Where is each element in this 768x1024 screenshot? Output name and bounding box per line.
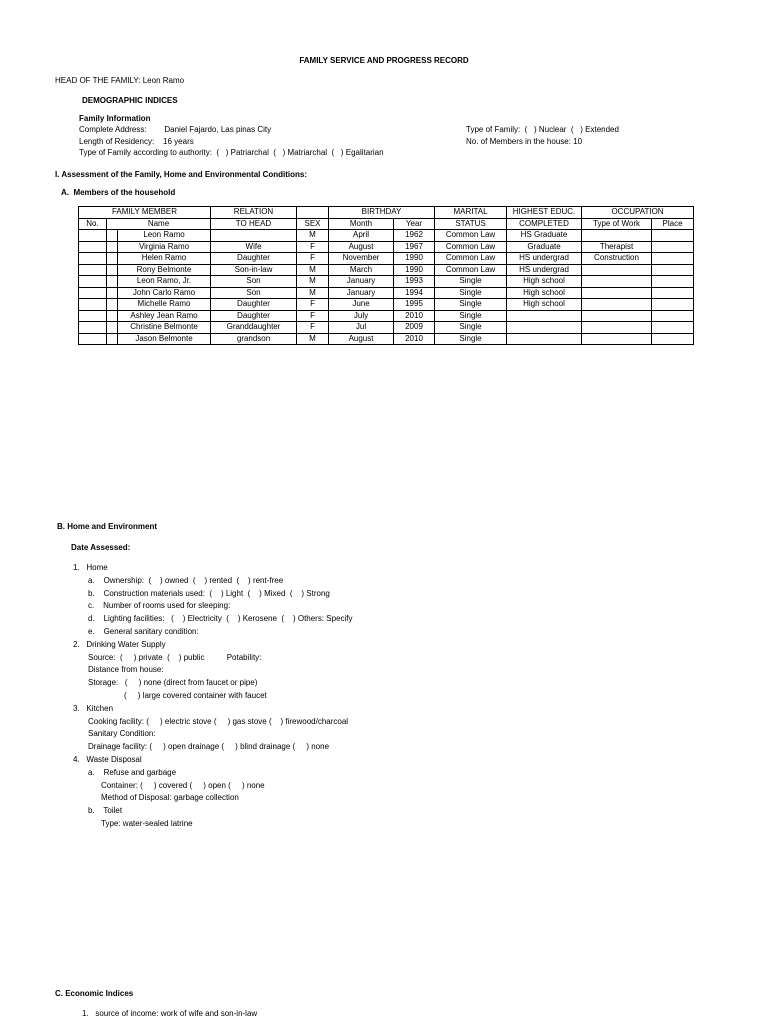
members-in-house: No. of Members in the house: 10 bbox=[466, 137, 583, 146]
table-row bbox=[79, 253, 694, 265]
assessment-heading: I. Assessment of the Family, Home and Environmental Conditions: bbox=[55, 170, 308, 179]
home-env-line: d. Lighting facilities: ( ) Electricity ( ) Kerosene ( ) Others: Specify bbox=[88, 614, 353, 624]
header-year: Year bbox=[394, 218, 435, 230]
cell-place bbox=[652, 253, 694, 265]
cell-place bbox=[652, 276, 694, 288]
table-row bbox=[79, 299, 694, 311]
cell-name: Leon Ramo, Jr. bbox=[118, 276, 211, 288]
table-row bbox=[79, 322, 694, 334]
cell-month: August bbox=[329, 241, 394, 253]
cell-blank bbox=[107, 241, 118, 253]
household-members-table bbox=[78, 206, 694, 345]
cell-blank bbox=[107, 287, 118, 299]
cell-relation: Wife bbox=[211, 241, 297, 253]
cell-relation: Son bbox=[211, 287, 297, 299]
cell-status: Single bbox=[435, 310, 507, 322]
cell-blank bbox=[107, 230, 118, 242]
header-place: Place bbox=[652, 218, 694, 230]
cell-no bbox=[79, 276, 107, 288]
home-env-line: Method of Disposal: garbage collection bbox=[101, 793, 239, 803]
type-of-family-authority: Type of Family according to authority: ( ) Patriarchal ( ) Matriarchal ( ) Egalitarian bbox=[79, 148, 384, 157]
cell-place bbox=[652, 287, 694, 299]
cell-status: Common Law bbox=[435, 241, 507, 253]
cell-work bbox=[582, 322, 652, 334]
cell-month: July bbox=[329, 310, 394, 322]
header-sex-blank bbox=[297, 207, 329, 219]
date-assessed-label: Date Assessed: bbox=[71, 543, 131, 552]
cell-status: Single bbox=[435, 276, 507, 288]
home-env-line: Distance from house: bbox=[88, 665, 164, 675]
cell-month: January bbox=[329, 287, 394, 299]
document-title: FAMILY SERVICE AND PROGRESS RECORD bbox=[299, 56, 469, 65]
header-to-head: TO HEAD bbox=[211, 218, 297, 230]
cell-year: 2009 bbox=[394, 322, 435, 334]
cell-work bbox=[582, 310, 652, 322]
cell-place bbox=[652, 241, 694, 253]
cell-no bbox=[79, 264, 107, 276]
cell-sex: F bbox=[297, 322, 329, 334]
table-row bbox=[79, 287, 694, 299]
cell-status: Single bbox=[435, 287, 507, 299]
cell-year: 1990 bbox=[394, 253, 435, 265]
home-env-line: a. Ownership: ( ) owned ( ) rented ( ) rent-free bbox=[88, 575, 284, 585]
home-env-line: b. Construction materials used: ( ) Light ( ) Mixed ( ) Strong bbox=[88, 588, 330, 598]
cell-status: Single bbox=[435, 333, 507, 345]
cell-year: 2010 bbox=[394, 333, 435, 345]
home-environment-heading: B. Home and Environment bbox=[57, 522, 158, 531]
home-env-line: 1. Home bbox=[73, 563, 108, 572]
cell-work bbox=[582, 276, 652, 288]
cell-no bbox=[79, 253, 107, 265]
cell-name: Virginia Ramo bbox=[118, 241, 211, 253]
cell-blank bbox=[107, 253, 118, 265]
cell-month: Jul bbox=[329, 322, 394, 334]
cell-place bbox=[652, 322, 694, 334]
cell-name: Christine Belmonte bbox=[118, 322, 211, 334]
cell-no bbox=[79, 333, 107, 345]
home-env-line: 3. Kitchen bbox=[73, 703, 114, 713]
cell-name: John Carlo Ramo bbox=[118, 287, 211, 299]
demographic-indices-heading: DEMOGRAPHIC INDICES bbox=[82, 96, 178, 105]
table-header-row-1 bbox=[79, 207, 694, 219]
header-birthday: BIRTHDAY bbox=[329, 207, 435, 219]
cell-place bbox=[652, 299, 694, 311]
cell-sex: M bbox=[297, 333, 329, 345]
home-env-line: Source: ( ) private ( ) public Potability: bbox=[88, 652, 262, 662]
members-household-heading: A. Members of the household bbox=[61, 188, 176, 197]
cell-relation: Granddaughter bbox=[211, 322, 297, 334]
cell-relation: Daughter bbox=[211, 253, 297, 265]
table-row bbox=[79, 333, 694, 345]
economic-item-1: 1. source of income: work of wife and son-in-law bbox=[82, 1009, 258, 1018]
home-env-line: Drainage facility: ( ) open drainage ( ) blind drainage ( ) none bbox=[88, 742, 330, 752]
home-env-line: ( ) large covered container with faucet bbox=[124, 691, 267, 700]
economic-indices-heading: C. Economic Indices bbox=[55, 989, 134, 998]
header-month: Month bbox=[329, 218, 394, 230]
cell-no bbox=[79, 322, 107, 334]
cell-place bbox=[652, 310, 694, 322]
cell-educ bbox=[507, 333, 582, 345]
table-header-row-2 bbox=[79, 218, 694, 230]
cell-educ: High school bbox=[507, 287, 582, 299]
cell-name: Helen Ramo bbox=[118, 253, 211, 265]
cell-year: 1995 bbox=[394, 299, 435, 311]
length-of-residency: Length of Residency: 16 years bbox=[79, 137, 194, 146]
header-type-of-work: Type of Work bbox=[582, 218, 652, 230]
header-status: STATUS bbox=[435, 218, 507, 230]
cell-name: Leon Ramo bbox=[118, 230, 211, 242]
home-env-line: Type: water-sealed latrine bbox=[101, 819, 193, 828]
cell-work: Therapist bbox=[582, 241, 652, 253]
cell-sex: F bbox=[297, 253, 329, 265]
cell-place bbox=[652, 333, 694, 345]
cell-year: 2010 bbox=[394, 310, 435, 322]
cell-work bbox=[582, 299, 652, 311]
table-row bbox=[79, 264, 694, 276]
table-row bbox=[79, 230, 694, 242]
family-information-heading: Family Information bbox=[79, 114, 151, 123]
cell-sex: F bbox=[297, 310, 329, 322]
cell-relation: Son-in-law bbox=[211, 264, 297, 276]
cell-status: Single bbox=[435, 299, 507, 311]
cell-status: Common Law bbox=[435, 264, 507, 276]
cell-educ: HS undergrad bbox=[507, 264, 582, 276]
cell-no bbox=[79, 310, 107, 322]
cell-status: Common Law bbox=[435, 253, 507, 265]
cell-place bbox=[652, 230, 694, 242]
home-env-line: a. Refuse and garbage bbox=[88, 767, 177, 777]
cell-no bbox=[79, 299, 107, 311]
cell-educ: HS Graduate bbox=[507, 230, 582, 242]
complete-address: Complete Address: Daniel Fajardo, Las pinas City bbox=[79, 125, 272, 134]
cell-sex: M bbox=[297, 276, 329, 288]
header-sex: SEX bbox=[297, 218, 329, 230]
home-env-line: c. Number of rooms used for sleeping: bbox=[88, 601, 231, 611]
home-env-line: Cooking facility: ( ) electric stove ( ) gas stove ( ) firewood/charcoal bbox=[88, 716, 349, 726]
cell-month: August bbox=[329, 333, 394, 345]
cell-educ bbox=[507, 322, 582, 334]
header-name: Name bbox=[107, 218, 211, 230]
cell-name: Ashley Jean Ramo bbox=[118, 310, 211, 322]
cell-status: Common Law bbox=[435, 230, 507, 242]
cell-blank bbox=[107, 322, 118, 334]
cell-relation bbox=[211, 230, 297, 242]
cell-relation: Daughter bbox=[211, 310, 297, 322]
header-family-member: FAMILY MEMBER bbox=[79, 207, 211, 219]
cell-no bbox=[79, 230, 107, 242]
cell-blank bbox=[107, 310, 118, 322]
cell-status: Single bbox=[435, 322, 507, 334]
cell-sex: F bbox=[297, 299, 329, 311]
table-row bbox=[79, 241, 694, 253]
home-env-line: 4. Waste Disposal bbox=[73, 755, 142, 764]
cell-educ: Graduate bbox=[507, 241, 582, 253]
cell-educ: High school bbox=[507, 299, 582, 311]
cell-educ: HS undergrad bbox=[507, 253, 582, 265]
home-env-line: Sanitary Condition: bbox=[88, 729, 156, 739]
table-row bbox=[79, 310, 694, 322]
cell-work bbox=[582, 333, 652, 345]
cell-educ bbox=[507, 310, 582, 322]
cell-work: Construction bbox=[582, 253, 652, 265]
cell-sex: M bbox=[297, 230, 329, 242]
header-marital: MARITAL bbox=[435, 207, 507, 219]
cell-year: 1994 bbox=[394, 287, 435, 299]
cell-no bbox=[79, 287, 107, 299]
cell-blank bbox=[107, 276, 118, 288]
home-env-line: e. General sanitary condition: bbox=[88, 627, 199, 636]
cell-year: 1993 bbox=[394, 276, 435, 288]
cell-blank bbox=[107, 264, 118, 276]
header-educ: HIGHEST EDUC. bbox=[507, 207, 582, 219]
cell-month: April bbox=[329, 230, 394, 242]
header-relation: RELATION bbox=[211, 207, 297, 219]
home-env-line: Storage: ( ) none (direct from faucet or pipe) bbox=[88, 678, 258, 688]
cell-work bbox=[582, 287, 652, 299]
type-of-family: Type of Family: ( ) Nuclear ( ) Extended bbox=[466, 125, 619, 134]
cell-work bbox=[582, 264, 652, 276]
cell-blank bbox=[107, 333, 118, 345]
cell-relation: Son bbox=[211, 276, 297, 288]
cell-name: Jason Belmonte bbox=[118, 333, 211, 345]
cell-year: 1962 bbox=[394, 230, 435, 242]
cell-blank bbox=[107, 299, 118, 311]
cell-month: November bbox=[329, 253, 394, 265]
cell-year: 1967 bbox=[394, 241, 435, 253]
cell-place bbox=[652, 264, 694, 276]
cell-relation: grandson bbox=[211, 333, 297, 345]
cell-work bbox=[582, 230, 652, 242]
cell-sex: F bbox=[297, 241, 329, 253]
home-env-line: b. Toilet bbox=[88, 806, 123, 816]
header-no: No. bbox=[79, 218, 107, 230]
home-env-line: 2. Drinking Water Supply bbox=[73, 639, 166, 649]
cell-name: Michelle Ramo bbox=[118, 299, 211, 311]
cell-year: 1990 bbox=[394, 264, 435, 276]
head-of-family: HEAD OF THE FAMILY: Leon Ramo bbox=[55, 76, 185, 85]
header-completed: COMPLETED bbox=[507, 218, 582, 230]
cell-month: March bbox=[329, 264, 394, 276]
home-env-line: Container: ( ) covered ( ) open ( ) none bbox=[101, 780, 265, 790]
table-row bbox=[79, 276, 694, 288]
cell-month: January bbox=[329, 276, 394, 288]
header-occupation: OCCUPATION bbox=[582, 207, 694, 219]
cell-month: June bbox=[329, 299, 394, 311]
cell-educ: High school bbox=[507, 276, 582, 288]
cell-sex: M bbox=[297, 287, 329, 299]
cell-no bbox=[79, 241, 107, 253]
cell-relation: Daughter bbox=[211, 299, 297, 311]
cell-name: Rony Belmonte bbox=[118, 264, 211, 276]
cell-sex: M bbox=[297, 264, 329, 276]
